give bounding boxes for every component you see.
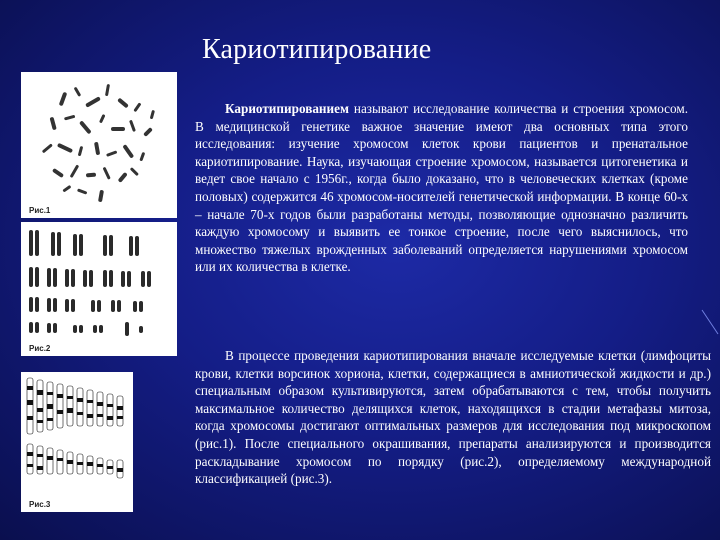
paragraph-lead-term: Кариотипированием (225, 101, 349, 116)
figure-caption: Рис.2 (29, 344, 51, 353)
paragraph-text: В процессе проведения кариотипирования вначале исследуемые клетки (лимфоциты крови, клетки ворсинок хориона, клетки, содержащиеся в амниотической жидкости и др.) специальным образом культивируются, затем обрабатываются с тем, чтобы получить максимальное количество делящихся клеток, находящихся в стадии метафазы митоза, когда хромосомы достигают оптимальных размеров для исследования под микроскопом (рис.1). После специального окрашивания, препараты анализируются и производится раскладывание хромосом по порядку (рис.2), определяемому международной классификацией (рис.3). (195, 348, 711, 487)
figure-metaphase-spread (21, 72, 177, 218)
metaphase-image (21, 72, 177, 218)
karyogram-image (21, 222, 177, 356)
paragraph-text: называют исследование количества и строения хромосом. В медицинской генетике важное значение имеют два основных типа этого исследования: изучение хромосом клеток крови пациентов и пренатальное кариотипирование. Наука, изучающая строение хромосом, называется цитогенетика и ведет свое начало с 1956г., когда было доказано, что в человеческих клетках (кроме половых) содержится 46 хромосом-носителей генетической информации. В конце 60-х – начале 70-х годов были разработаны методы, позволяющие однозначно различить каждую хромосому и выявить ее тонкое строение, после чего выяснилось, что множество тяжелых врожденных заболеваний определяется нарушениями хромосом или их количества в клетке. (195, 101, 688, 275)
ideogram-image (21, 372, 133, 512)
figure-ideogram (21, 372, 133, 512)
figure-caption: Рис.1 (29, 206, 51, 215)
paragraph-definition (195, 100, 688, 276)
paragraph-process (195, 347, 711, 488)
decorative-line (700, 308, 720, 338)
slide-title: Кариотипирование (202, 34, 432, 65)
figure-karyogram (21, 222, 177, 356)
figure-caption: Рис.3 (29, 500, 51, 509)
